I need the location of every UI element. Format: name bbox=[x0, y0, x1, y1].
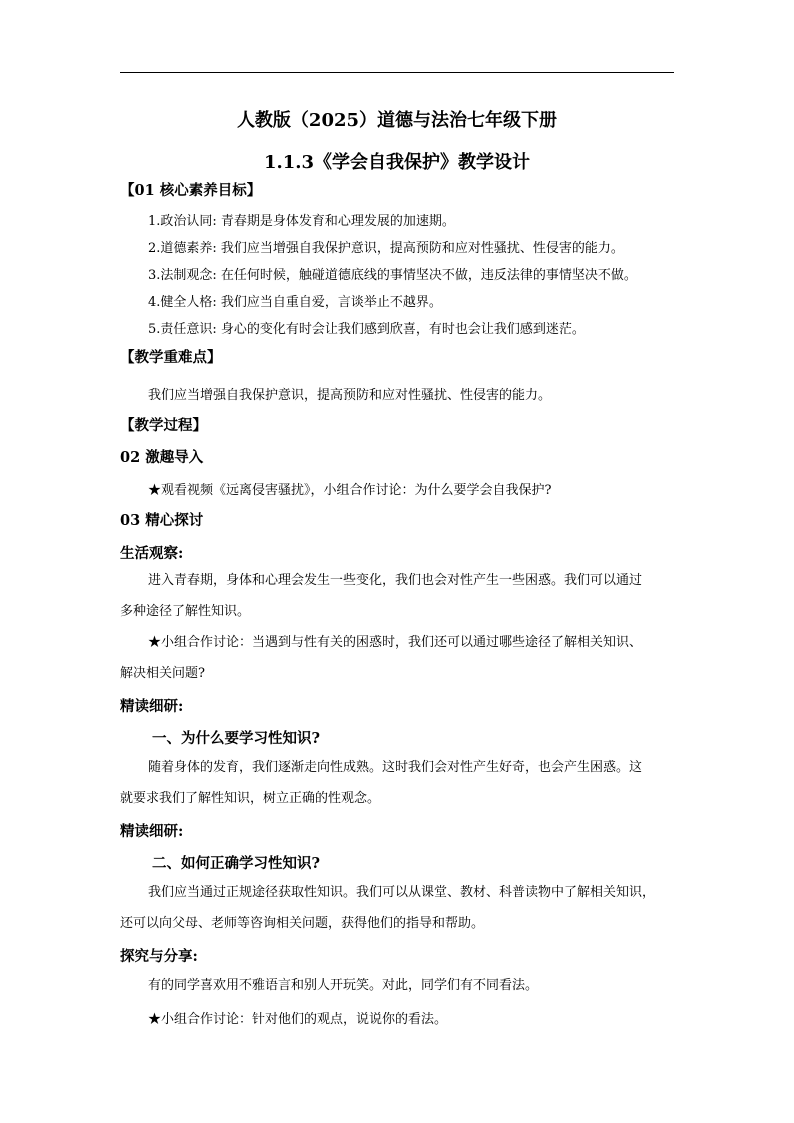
life-observation-text-line: 进入青春期，身体和心理会发生一些变化，我们也会对性产生一些困惑。我们可以通过 bbox=[148, 573, 643, 588]
goal-item: 5.责任意识: 身心的变化有时会让我们感到欣喜，有时也会让我们感到迷茫。 bbox=[148, 322, 585, 337]
goal-item: 2.道德素养: 我们应当增强自我保护意识，提高预防和应对性骚扰、性侵害的能力。 bbox=[148, 241, 624, 256]
question-1-text-line: 随着身体的发育，我们逐渐走向性成熟。这时我们会对性产生好奇，也会产生困惑。这 bbox=[148, 760, 643, 775]
section-03-heading: 03 精心探讨 bbox=[120, 512, 204, 529]
question-1-text-line: 就要求我们了解性知识，树立正确的性观念。 bbox=[120, 791, 381, 806]
goal-item: 3.法制观念: 在任何时候，触碰道德底线的事情坚决不做，违反法律的事情坚决不做。 bbox=[148, 268, 637, 283]
header-rule bbox=[120, 72, 674, 73]
close-reading-heading: 精读细研: bbox=[120, 823, 184, 840]
life-observation-text-line: 多种途径了解性知识。 bbox=[120, 604, 251, 619]
section-process-heading: 【教学过程】 bbox=[120, 417, 207, 434]
section-keypoints-heading: 【教学重难点】 bbox=[120, 349, 222, 366]
section-02-heading: 02 激趣导入 bbox=[120, 449, 204, 466]
goal-item: 1.政治认同: 青春期是身体发育和心理发展的加速期。 bbox=[148, 214, 455, 229]
section-02-text: ★观看视频《远离侵害骚扰》，小组合作讨论：为什么要学会自我保护? bbox=[148, 483, 552, 498]
question-2-text-line: 还可以向父母、老师等咨询相关问题，获得他们的指导和帮助。 bbox=[120, 916, 485, 931]
goal-item: 4.健全人格: 我们应当自重自爱，言谈举止不越界。 bbox=[148, 295, 442, 310]
question-2-heading: 二、如何正确学习性知识? bbox=[152, 855, 320, 872]
document-title: 人教版（2025）道德与法治七年级下册 bbox=[236, 110, 558, 131]
life-observation-heading: 生活观察: bbox=[120, 545, 184, 562]
explore-discussion-text: ★小组合作讨论：针对他们的观点，说说你的看法。 bbox=[148, 1012, 448, 1027]
explore-share-text: 有的同学喜欢用不雅语言和别人开玩笑。对此，同学们有不同看法。 bbox=[148, 978, 539, 993]
close-reading-heading: 精读细研: bbox=[120, 698, 184, 715]
explore-share-heading: 探究与分享: bbox=[120, 948, 198, 965]
document-subtitle: 1.1.3《学会自我保护》教学设计 bbox=[263, 152, 531, 173]
life-discussion-text-line: ★小组合作讨论：当遇到与性有关的困惑时，我们还可以通过哪些途径了解相关知识、 bbox=[148, 635, 643, 650]
keypoints-text: 我们应当增强自我保护意识，提高预防和应对性骚扰、性侵害的能力。 bbox=[148, 388, 552, 403]
section-goals-heading: 【01 核心素养目标】 bbox=[120, 182, 262, 199]
life-discussion-text-line: 解决相关问题? bbox=[120, 666, 205, 681]
question-2-text-line: 我们应当通过正规途径获取性知识。我们可以从课堂、教材、科普读物中了解相关知识， bbox=[148, 885, 656, 900]
question-1-heading: 一、为什么要学习性知识? bbox=[152, 730, 320, 747]
